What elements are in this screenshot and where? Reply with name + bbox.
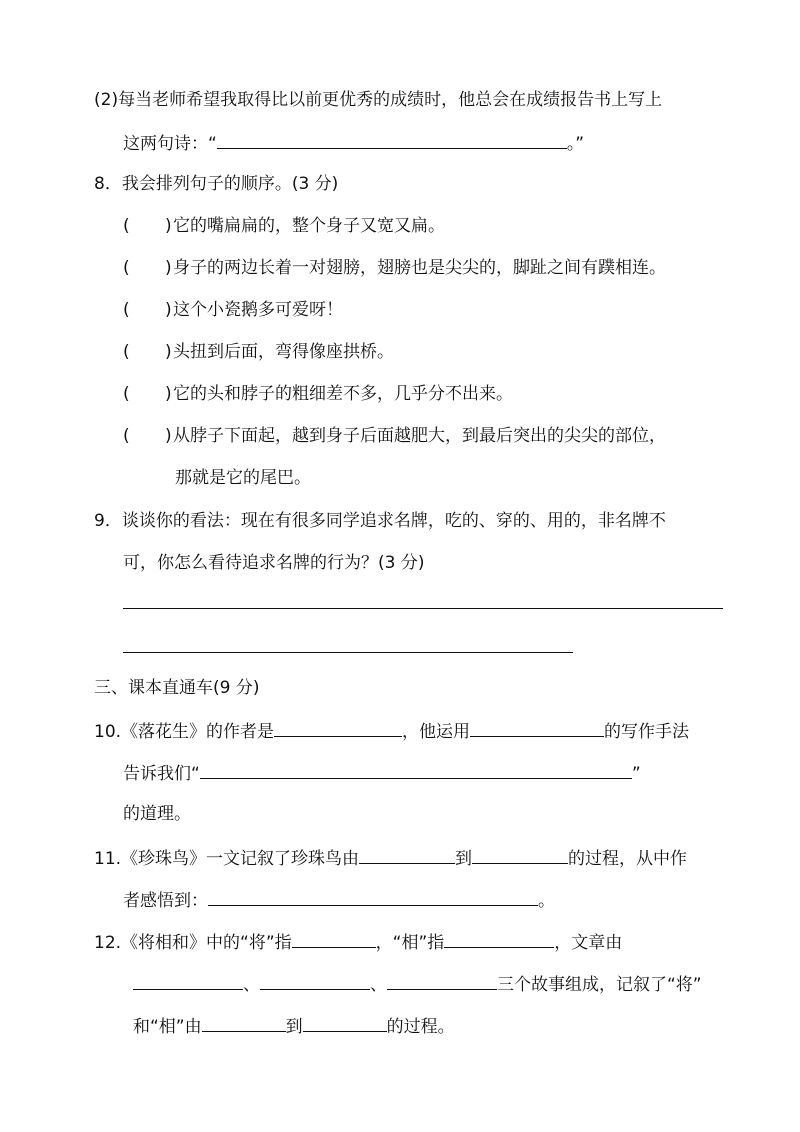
q12-story-2-blank[interactable]: [260, 971, 370, 990]
q12-xiang-blank[interactable]: [444, 929, 554, 948]
section3-title: 三、课本直通车(9 分): [94, 678, 260, 698]
q8-order-slot-6[interactable]: [133, 424, 163, 446]
q10-author-blank[interactable]: [274, 718, 402, 737]
q12-to-blank[interactable]: [303, 1013, 387, 1032]
q9-line1: 9．谈谈你的看法：现在有很多同学追求名牌，吃的、穿的、用的，非名牌不: [94, 511, 666, 531]
q7-2-answer-blank[interactable]: [217, 130, 567, 149]
q11-to-blank[interactable]: [472, 845, 568, 864]
q8-order-slot-3[interactable]: [133, 298, 163, 320]
q7-2-line2: 这两句诗：“ 。”: [123, 130, 584, 156]
q11-line2: 者感悟到： 。: [123, 887, 555, 913]
q12-story-1-blank[interactable]: [133, 971, 243, 990]
q10-lesson-blank[interactable]: [200, 760, 632, 779]
q10-technique-blank[interactable]: [470, 718, 604, 737]
q12-from-blank[interactable]: [202, 1013, 286, 1032]
q12-jiang-blank[interactable]: [292, 929, 376, 948]
q9-answer-line-2[interactable]: [123, 652, 573, 653]
q11-from-blank[interactable]: [359, 845, 455, 864]
q12-story-3-blank[interactable]: [387, 971, 497, 990]
q8-order-slot-4[interactable]: [133, 340, 163, 362]
q12-line3: 和“相”由 到 的过程。: [133, 1013, 455, 1039]
q11-insight-blank[interactable]: [208, 887, 538, 906]
q12-line1: 12.《将相和》中的“将”指 ，“相”指 ，文章由: [94, 929, 622, 955]
q8-item-6-continued: 那就是它的尾巴。: [175, 468, 311, 488]
q10-line1: 10.《落花生》的作者是 ，他运用 的写作手法: [94, 718, 689, 744]
q8-order-slot-2[interactable]: [133, 256, 163, 278]
q8-order-slot-5[interactable]: [133, 382, 163, 404]
q12-line2: 、 、 三个故事组成，记叙了“将”: [133, 971, 702, 997]
q8-order-slot-1[interactable]: [133, 214, 163, 236]
q10-line3: 的道理。: [123, 804, 191, 824]
q10-line2: 告诉我们“ ”: [123, 760, 641, 786]
q11-line1: 11.《珍珠鸟》一文记叙了珍珠鸟由 到 的过程，从中作: [94, 845, 687, 871]
q9-line2: 可，你怎么看待追求名牌的行为？(3 分): [123, 553, 425, 573]
q7-2-line1: (2)每当老师希望我取得比以前更优秀的成绩时，他总会在成绩报告书上写上: [94, 90, 663, 110]
q9-answer-line-1[interactable]: [123, 608, 723, 609]
q8-title: 8．我会排列句子的顺序。(3 分): [94, 174, 339, 194]
